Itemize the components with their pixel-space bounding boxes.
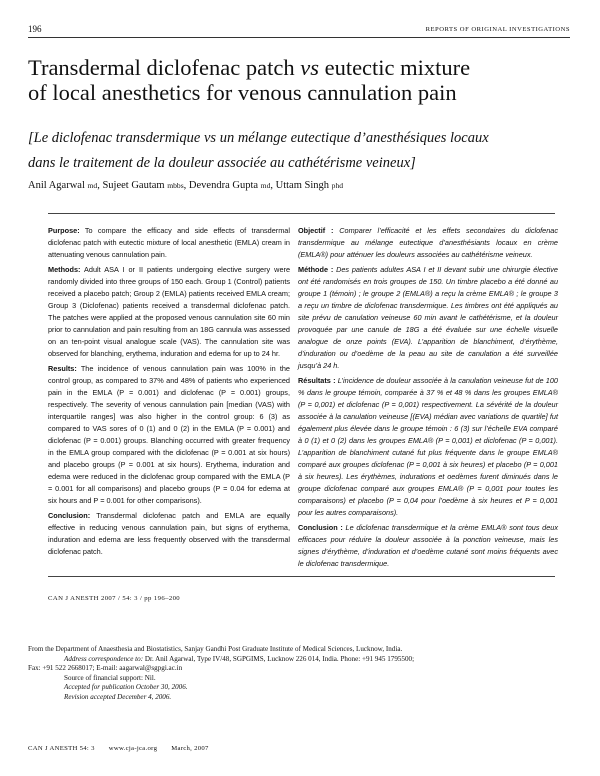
methode-label: Méthode — [298, 265, 328, 274]
author-name: Sujeet Gautam — [102, 180, 165, 191]
methode-text: Des patients adultes ASA I et II devant subir une chirurgie élective ont été randomisés en trois groupes de 150. Un timbre placebo a été donné au groupe 1 (témoin) ; le groupe 2 (EMLA®) a reçu la crème EMLA® ; le groupe 3 a reçu un timbre de diclofenac transdermique. Les timbres ont été appliqués au site prévu de canulation veineuse 60 min avant le cathétérisme, et la douleur provoquée par une canule de 18G a été évaluée sur une échelle visuelle analogue de onze points (EVA). L’apparition de blanchiment, d’érythème, d’induration ou d’oedème de la peau au site de canulation a été surveillée jusqu’à 24 h. — [298, 265, 558, 370]
conclusion-fr-text: Le diclofenac transdermique et la crème EMLA® sont tous deux efficaces pour réduire la douleur associée à la ponction veineuse, mais les signes d’érythème, d’induration et d’oedème cutané sont moins fréquents avec le diclofenac transdermique. — [298, 523, 558, 568]
methods-label: Methods — [48, 265, 78, 274]
results-label: Results — [48, 364, 75, 373]
abstract-bottom-rule — [48, 576, 555, 577]
author-name: Uttam Singh — [275, 180, 330, 191]
running-head: REPORTS OF ORIGINAL INVESTIGATIONS — [425, 26, 570, 33]
author-degree: md — [87, 181, 98, 190]
affiliation-from: From the Department of Anaesthesia and Biostatistics, Sanjay Gandhi Post Graduate Institute of Medical Sciences, Lucknow, India. — [28, 645, 403, 653]
abstract-top-rule — [48, 213, 555, 214]
french-title — [28, 126, 573, 176]
header-rule — [28, 37, 570, 38]
affiliation-block — [28, 645, 573, 703]
title-line-1: Transdermal diclofenac patch vs eutectic mixture — [28, 55, 471, 80]
abstract-french: Objectif : Comparer l’efficacité et les effets secondaires du diclofenac transdermique au mélange eutectique d’anesthésiants locaux en crème (EMLA®) pour atténuer les douleurs associées au cathétérisme veineux. Méthode : Des patients adultes ASA I et II devant subir une chirurgie élective ont été randomisés en trois groupes de 150. Un timbre placebo a été donné au groupe 1 (témoin) ; le groupe 2 (EMLA®) a reçu la crème EMLA® ; le groupe 3 a reçu un timbre de diclofenac transdermique. Les timbres ont été appliqués au site prévu de canulation veineuse 60 min avant le cathétérisme, et la douleur provoquée par une canule de 18G a été évaluée sur une échelle visuelle analogue de onze points (EVA). L’apparition de blanchiment, d’érythème, d’induration ou d’oedème de la peau au site de canulation a été surveillée jusqu’à 24 h. Résultats : L’incidence de douleur associée à la canulation veineuse fut de 100 % dans le groupe témoin, comparée à 37 % et 48 % dans les groupes EMLA® (P = 0,001) et diclofenac (P = 0,001) respectivement. La sévérité de la douleur associée à la canulation veineuse [(EVA) médian avec variations de quartile] fut également plus élevée dans le groupe témoin : 6 (3) sur l’échelle EVA comparé à 0 (1) et 0 (2) dans les groupes EMLA® (P = 0,001) et diclofenac (P = 0,001). L’apparition de blanchiment cutané fut plus fréquente dans le groupe EMLA® comparé aux groupes diclofenac (P = 0,001 à six heures) et placebo (P = 0,001 à six heures). Les érythèmes, indurations et oedèmes furent diminués dans le groupe diclofenac comparé aux groupes EMLA® (P = 0,001 pour toutes les comparaisons) et placebo (P = 0,04 pour l’oedème à six heures et P = 0,001 pour les autres comparaisons). Conclusion : Le diclofenac transdermique et la crème EMLA® sont tous deux efficaces pour réduire la douleur associée à la ponction veineuse, mais les signes d’érythème, d’induration et d’oedème cutané sont moins fréquents avec le diclofenac transdermique. — [298, 226, 559, 568]
footer-date: March, 2007 — [171, 745, 209, 752]
french-title-line-2: dans le traitement de la douleur associée au cathétérisme veineux] — [28, 155, 416, 171]
author-name: Anil Agarwal — [28, 180, 85, 191]
author-list: Anil Agarwal md, Sujeet Gautam mbbs, Devendra Gupta md, Uttam Singh phd — [28, 180, 344, 191]
title-line-2: of local anesthetics for venous cannulation pain — [28, 80, 457, 105]
resultats-text: L’incidence de douleur associée à la canulation veineuse fut de 100 % dans le groupe témoin, comparée à 37 % et 48 % dans les groupes EMLA® (P = 0,001) et diclofenac (P = 0,001) respectivement. La sévérité de la douleur associée à la canulation veineuse [(EVA) médian avec variations de quartile] fut également plus élevée dans le groupe témoin : 6 (3) sur l’échelle EVA comparé à 0 (1) et 0 (2) dans les groupes EMLA® (P = 0,001) et diclofenac (P = 0,001). L’apparition de blanchiment cutané fut plus fréquente dans le groupe EMLA® comparé aux groupes diclofenac (P = 0,001 à six heures) et placebo (P = 0,001 à six heures). Les érythèmes, indurations et oedèmes furent diminués dans le groupe diclofenac comparé aux groupes EMLA® (P = 0,001 pour toutes les comparaisons) et placebo (P = 0,04 pour l’oedème à six heures et P = 0,001 pour les autres comparaisons). — [298, 376, 558, 517]
results-text: The incidence of venous cannulation pain was 100% in the control group, as compared to 37% and 48% of patients who experienced pain in the EMLA (P = 0.001) and diclofenac (P = 0.001) groups, respectively. The severity of venous cannulation pain [median (VAS) with interquartile ranges] was also higher in the control group: 6 (3) as compared to VAS sores of 0 (1) and 0 (2) in the EMLA (P = 0.001) and diclofenac (P = 0.001) groups. Blanching occurred with greater frequency in the EMLA group compared with the diclofenac (P = 0.001 at six hours) and placebo groups (P = 0.001 at six hours). Erythema, induration and edema were reduced in the diclofenac group compared with the EMLA (P = 0.001 for all comparisons) and placebo groups (P = 0.04 for edema at six hours and P = 0.001 for other comparisons). — [48, 364, 290, 505]
author-degree: mbbs — [167, 181, 184, 190]
objectif-label: Objectif — [298, 226, 326, 235]
accepted-date: Accepted for publication October 30, 2006. — [64, 683, 188, 692]
conclusion-fr-label: Conclusion — [298, 523, 338, 532]
conclusion-text: Transdermal diclofenac patch and EMLA are equally effective in reducing venous cannulation pain, but signs of erythema, induration and edema are less frequently observed with the transdermal diclofenac patch. — [48, 511, 290, 556]
revision-date: Revision accepted December 4, 2006. — [64, 692, 172, 701]
french-title-line-1: [Le diclofenac transdermique vs un mélange eutectique d’anesthésiques locaux — [28, 130, 489, 146]
footer-journal: CAN J ANESTH 54: 3 — [28, 745, 95, 752]
article-title — [28, 55, 573, 105]
financial-support: Source of financial support: Nil. — [64, 673, 156, 682]
citation: CAN J ANESTH 2007 / 54: 3 / pp 196–200 — [48, 595, 181, 602]
author-name: Devendra Gupta — [188, 180, 259, 191]
author-degree: phd — [331, 181, 344, 190]
footer-url[interactable]: www.cja-jca.org — [108, 745, 158, 752]
purpose-label: Purpose — [48, 226, 78, 235]
author-degree: md — [260, 181, 271, 190]
purpose-text: To compare the efficacy and side effects of transdermal diclofenac patch with eutectic mixture of local anesthetic (EMLA) cream in attenuating venous cannulation pain. — [48, 226, 290, 259]
page-number: 196 — [28, 24, 42, 34]
objectif-text: Comparer l’efficacité et les effets secondaires du diclofenac transdermique au mélange eutectique d’anesthésiants locaux en crème (EMLA®) pour atténuer les douleurs associées au cathétérisme veineux. — [298, 226, 559, 259]
page-footer — [28, 745, 221, 752]
correspondence-label: Address correspondence to: — [64, 654, 144, 663]
methods-text: Adult ASA I or II patients undergoing elective surgery were randomly divided into three groups of 150 each. Group 1 (Control) patients received a placebo patch; Group 2 (EMLA) patients received EMLA cream; Group 3 (Diclofenac) patients received a transdermal diclofenac patch. The patches were applied at the proposed venous cannulation site 60 min prior to cannulation and pain resulting from an 18G cannula was assessed on an ten-point visual analogue scale (VAS). The cannulation site was observed for blanching, erythema, induration and edema for up to 24 hr. — [48, 265, 290, 358]
resultats-label: Résultats — [298, 376, 331, 385]
correspondence-address: Dr. Anil Agarwal, Type IV/48, SGPGIMS, Lucknow 226 014, India. Phone: +91 945 1795500; — [144, 654, 415, 663]
abstract-english: Purpose: To compare the efficacy and side effects of transdermal diclofenac patch with eutectic mixture of local anesthetic (EMLA) cream in attenuating venous cannulation pain. Methods: Adult ASA I or II patients undergoing elective surgery were randomly divided into three groups of 150 each. Group 1 (Control) patients received a placebo patch; Group 2 (EMLA) patients received EMLA cream; Group 3 (Diclofenac) patients received a transdermal diclofenac patch. The patches were applied at the proposed venous cannulation site 60 min prior to cannulation and pain resulting from an 18G cannula was assessed on an ten-point visual analogue scale (VAS). The cannulation site was observed for blanching, erythema, induration and edema for up to 24 hr. Results: The incidence of venous cannulation pain was 100% in the control group, as compared to 37% and 48% of patients who experienced pain in the EMLA (P = 0.001) and diclofenac (P = 0.001) groups, respectively. The severity of venous cannulation pain [median (VAS) with interquartile ranges] was also higher in the control group: 6 (3) as compared to VAS sores of 0 (1) and 0 (2) in the EMLA (P = 0.001) and diclofenac (P = 0.001) groups. Blanching occurred with greater frequency in the EMLA group compared with the diclofenac (P = 0.001 at six hours) and placebo groups (P = 0.001 at six hours). Erythema, induration and edema were reduced in the diclofenac group compared with the EMLA (P = 0.001 for all comparisons) and placebo groups (P = 0.04 for edema at six hours and P = 0.001 for other comparisons). Conclusion: Transdermal diclofenac patch and EMLA are equally effective in reducing venous cannulation pain, but signs of erythema, induration and edema are less frequently observed with the transdermal diclofenac patch. — [48, 226, 290, 556]
contact-info: Fax: +91 522 2668017; E-mail: aagarwal@sgpgi.ac.in — [28, 664, 183, 673]
conclusion-label: Conclusion — [48, 511, 88, 520]
